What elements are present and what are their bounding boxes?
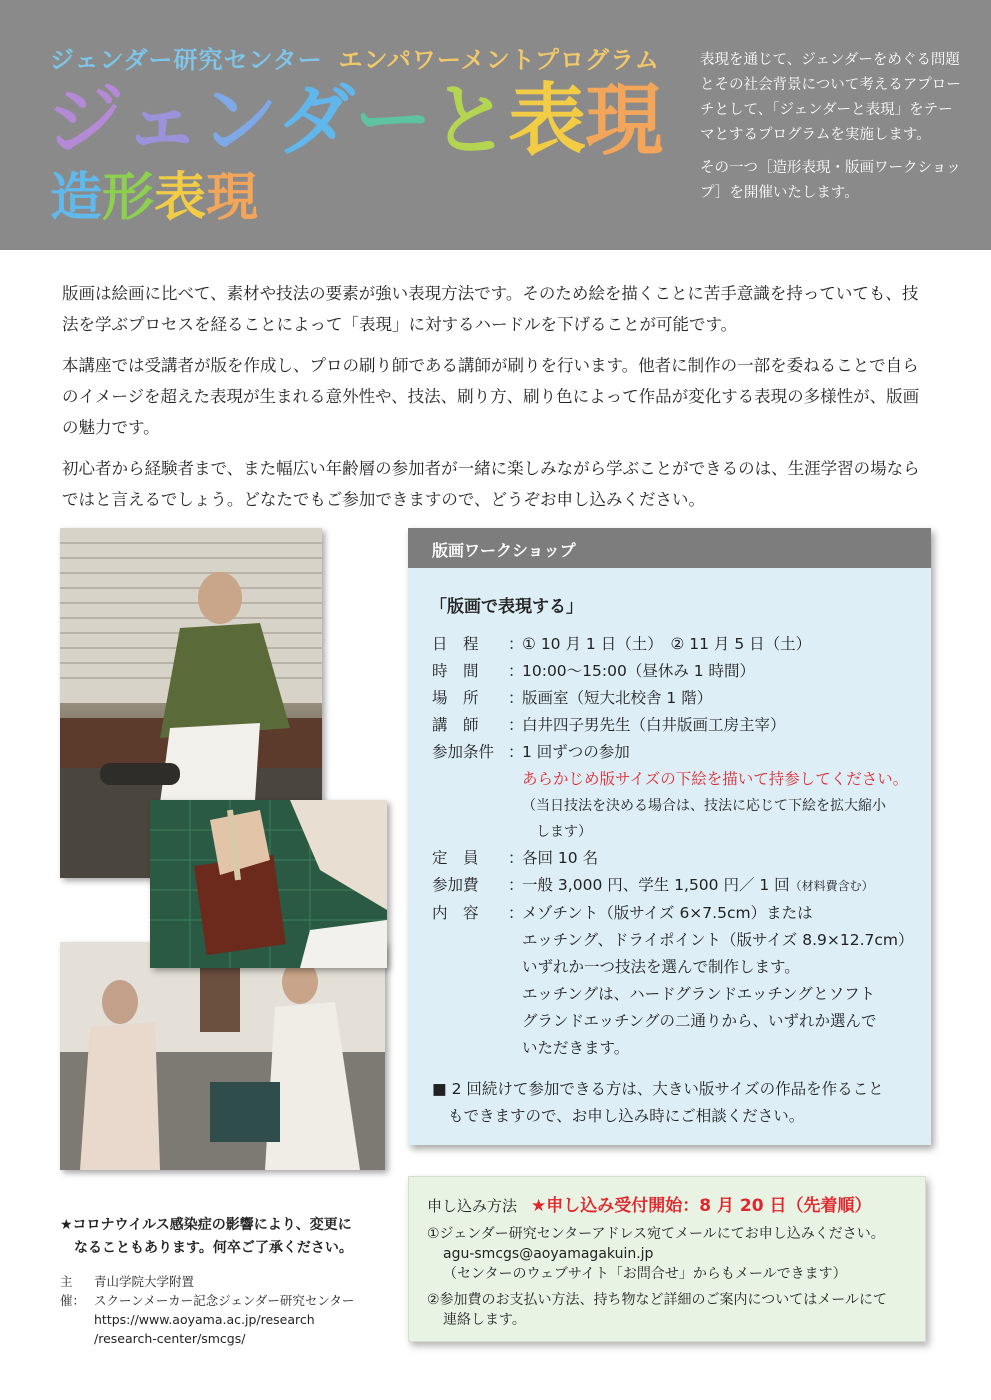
time-value: 10:00〜15:00（昼休み 1 時間） <box>522 662 756 680</box>
title-char-6: 表 <box>508 76 586 166</box>
workshop-info-box <box>408 528 931 1145</box>
sponsor-label: 主催： <box>60 1274 86 1308</box>
footer-line-1: ■ 2 回続けて参加できる方は、大きい版サイズの作品を作ること <box>432 1080 884 1098</box>
subtitle2-char-2: 表 <box>154 168 207 228</box>
condition-colon: ： <box>508 743 524 761</box>
condition-warning: あらかじめ版サイズの下絵を描いて持参してください。 <box>522 770 909 788</box>
fee-label: 参加費 <box>432 876 479 894</box>
application-body <box>427 1224 925 1330</box>
title-char-4: ー <box>354 76 432 166</box>
date-label: 日 程 <box>432 635 479 653</box>
row-content <box>432 900 931 1062</box>
title-char-1: ェ <box>123 76 201 166</box>
condition-main: 1 回ずつの参加 <box>522 743 630 761</box>
title-char-5: と <box>431 76 509 166</box>
contact-email[interactable]: agu-smcgs@aoyamagakuin.jp <box>443 1246 654 1262</box>
application-line-4: 連絡します。 <box>443 1312 526 1328</box>
covid-notice <box>60 1214 390 1260</box>
workshop-details <box>432 631 931 1062</box>
time-label: 時 間 <box>432 662 479 680</box>
application-label: 申し込み方法 <box>427 1197 518 1215</box>
content-line-2: エッチング、ドライポイント（版サイズ 8.9×12.7cm） <box>522 931 914 949</box>
row-fee <box>432 872 931 900</box>
header-desc-1: 表現を通じて、ジェンダーをめぐる問題とその社会背景について考えるアプローチとして、「ジェンダーと表現」をテーマとするプログラムを実施します。 <box>700 52 961 143</box>
subtitle2-char-0: 造 <box>50 168 103 228</box>
title-char-0: ジ <box>46 76 124 166</box>
content-colon: ： <box>508 904 524 922</box>
capacity-label: 定 員 <box>432 849 479 867</box>
content-line-4: エッチングは、ハードグランドエッチングとソフト <box>522 985 876 1003</box>
date-colon: ： <box>508 635 524 653</box>
sponsor-line-1: 青山学院大学附置 <box>94 1274 195 1289</box>
lecturer-value: 白井四子男先生（白井版画工房主宰） <box>522 716 786 734</box>
center-name: ジェンダー研究センター <box>50 46 323 74</box>
content-line-6: いただきます。 <box>522 1039 630 1057</box>
footer-line-2: もできますので、お申し込み時にご相談ください。 <box>448 1107 805 1125</box>
subtitle2-char-3: 現 <box>206 168 259 228</box>
content-line-1: メゾチント（版サイズ 6×7.5cm）または <box>522 904 813 922</box>
program-subtitle <box>50 40 660 75</box>
main-title <box>46 76 663 166</box>
application-line-1: ①ジェンダー研究センターアドレス宛てメールにてお申し込みください。 <box>427 1226 885 1242</box>
place-label: 場 所 <box>432 689 479 707</box>
sponsor-line-2: スクーンメーカー記念ジェンダー研究センター <box>94 1293 355 1308</box>
covid-line-1: ★コロナウイルス感染症の影響により、変更に <box>60 1217 352 1233</box>
row-date <box>432 631 931 658</box>
subtitle2-char-1: 形 <box>102 168 155 228</box>
workshop-photo-2 <box>150 800 387 968</box>
row-time <box>432 658 931 685</box>
place-value: 版画室（短大北校舎 1 階） <box>522 689 713 707</box>
application-line-2: （センターのウェブサイト「お問合せ」からもメールできます） <box>443 1266 847 1282</box>
workshop-footer-note <box>432 1076 907 1130</box>
title-char-2: ン <box>200 76 278 166</box>
intro-text <box>62 278 932 525</box>
fee-main: 一般 3,000 円、学生 1,500 円／ 1 回 <box>522 876 790 894</box>
workshop-title: 「版画で表現する」 <box>430 597 583 617</box>
date-value: ① 10 月 1 日（土） ② 11 月 5 日（土） <box>522 635 812 653</box>
title-char-3: ダ <box>277 76 355 166</box>
header-banner <box>0 0 991 250</box>
capacity-colon: ： <box>508 849 524 867</box>
content-line-3: いずれか一つ技法を選んで制作します。 <box>522 958 800 976</box>
lecturer-colon: ： <box>508 716 524 734</box>
capacity-value: 各回 10 名 <box>522 849 599 867</box>
condition-label: 参加条件 <box>432 743 495 761</box>
application-line-3: ②参加費のお支払い方法、持ち物など詳細のご案内についてはメールにて <box>427 1292 887 1308</box>
title-char-7: 現 <box>585 76 663 166</box>
sponsor-info <box>60 1272 390 1348</box>
application-header <box>427 1191 925 1216</box>
intro-paragraph-1: 版画は絵画に比べて、素材や技法の要素が強い表現方法です。そのため絵を描くことに苦手意識を持っていても、技法を学ぶプロセスを経ることによって「表現」に対するハードルを下げることが可能です。 <box>62 284 919 334</box>
application-box <box>408 1176 926 1342</box>
header-description <box>700 48 962 206</box>
row-lecturer <box>432 712 931 739</box>
application-start: ★申し込み受付開始：8 月 20 日（先着順） <box>531 1196 872 1216</box>
time-colon: ： <box>508 662 524 680</box>
sponsor-url-2[interactable]: /research-center/smcgs/ <box>94 1331 246 1346</box>
covid-line-2: なることもあります。何卒ご了承ください。 <box>74 1240 353 1256</box>
sub-title <box>50 168 259 228</box>
row-place <box>432 685 931 712</box>
fee-value <box>522 872 922 900</box>
fee-colon: ： <box>508 876 524 894</box>
header-desc-2: その一つ［造形表現・版画ワークショップ］を開催いたします。 <box>700 160 961 201</box>
program-name: エンパワーメントプログラム <box>338 46 660 74</box>
row-condition <box>432 739 931 845</box>
row-capacity <box>432 845 931 872</box>
condition-note-1: （当日技法を決める場合は、技法に応じて下絵を拡大縮小 <box>522 798 886 814</box>
content-value <box>522 900 922 1062</box>
lecturer-label: 講 師 <box>432 716 479 734</box>
condition-value <box>522 739 922 845</box>
workshop-heading: 版画ワークショップ <box>408 528 931 568</box>
intro-paragraph-3: 初心者から経験者まで、また幅広い年齢層の参加者が一緒に楽しみながら学ぶことができるのは、生涯学習の場ならではと言えるでしょう。どなたでもご参加できますので、どうぞお申し込みください。 <box>62 459 920 509</box>
fee-note: （材料費含む） <box>789 879 874 893</box>
place-colon: ： <box>508 689 524 707</box>
sponsor-url-1[interactable]: https://www.aoyama.ac.jp/research <box>94 1312 315 1327</box>
content-line-5: グランドエッチングの二通りから、いずれか選んで <box>522 1012 877 1030</box>
workshop-photo-3 <box>60 942 385 1170</box>
sponsor-details <box>94 1272 354 1348</box>
condition-note-2: します） <box>522 824 592 840</box>
intro-paragraph-2: 本講座では受講者が版を作成し、プロの刷り師である講師が刷りを行います。他者に制作の一部を委ねることで自らのイメージを超えた表現が生まれる意外性や、技法、刷り方、刷り色によって作品が変化する表現の多様性が、版画の魅力です。 <box>62 356 920 437</box>
content-label: 内 容 <box>432 904 479 922</box>
